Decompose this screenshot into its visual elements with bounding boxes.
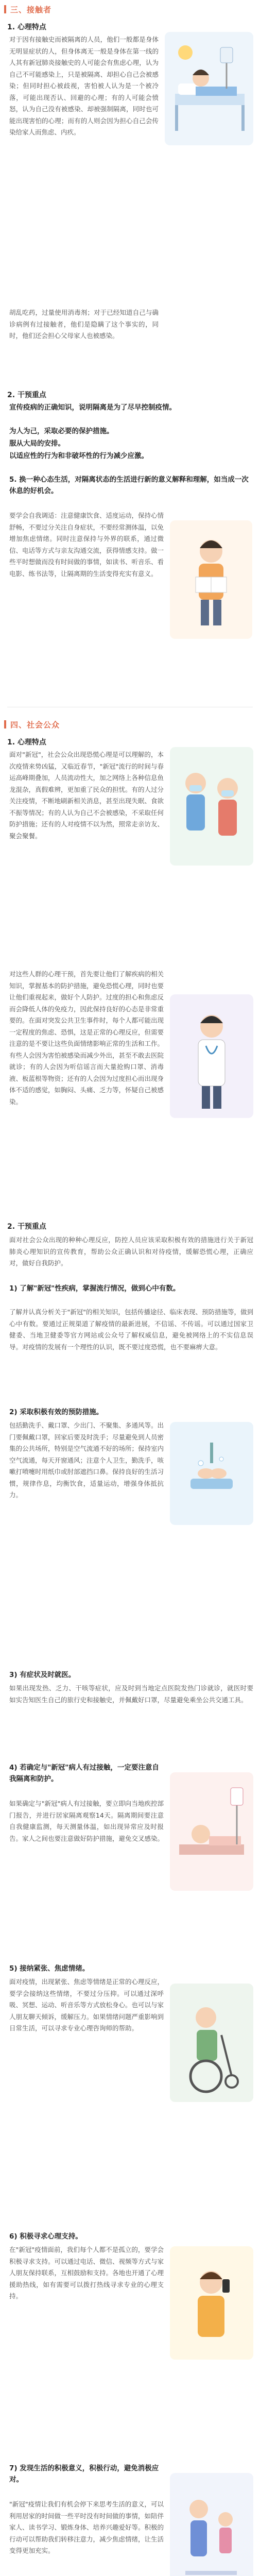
paragraph: 了解并认真分析关于"新冠"的相关知识，包括传播途径、临床表现、预防措施等，做到心中有数。要通过正规渠道了解疫情的最新进展，不信谣、不传谣。可以通过国家卫健委、当地卫健委等官方网站或公众号了解权威信息，避免被网络上的不实信息误导。对疫情的发展有一个理性的认识，既不要过度恐慌，也不要麻痹大意。 — [9, 1308, 254, 1351]
subsection-title: 2. 干预重点 — [7, 391, 46, 399]
patient-iv-illustration — [170, 1772, 253, 1891]
paragraph: 要学会自我调适：注意健康饮食、适度运动，保持心情舒畅，不要过分关注自身症状，不要经常测体温，以免增加焦虑情绪。同时注意保持与外界的联系，通过微信、电话等方式与亲友沟通交流，获得情感支持。做一些平时想做而没有时间做的事情，如读书、听音乐、看电影、练书法等，让隔离期的生活变得充实有意义。 — [9, 512, 164, 578]
paragraph: 面对社会公众出现的种种心理反应，防控人员应该采取积极有效的措施进行关于新冠肺炎心理知识的宣传教育，帮助公众正确认识和对待疫情，缓解恐慌心理，正确应对，做好自我防护。 — [9, 1236, 253, 1267]
list-item: 5. 换一种心态生活，对隔离状态的生活进行新的意义解释和理解，如当成一次休息的好机会。 — [9, 476, 249, 495]
hospital-bed-illustration — [165, 32, 253, 145]
list-item-title: 2) 采取积极有效的预防措施。 — [9, 1408, 103, 1416]
subsection-title: 1. 心理特点 — [7, 738, 46, 747]
section-title: 三、接触者 — [10, 5, 52, 14]
list-item: 宣传疫病的正确知识，说明隔离是为了尽早控制疫情。 — [9, 403, 176, 412]
paragraph: 面对"新冠"，社会公众出现恐慌心理是可以理解的，本次疫情来势凶猛，又临近春节，"新冠"流行的时间与春运高峰期叠加，人员流动性大，加之网络上各种信息鱼龙混杂，真假难辨，更加重了民众的担忧。有的人过分关注疫情，不断地刷新相关消息，甚至出现失眠、食欲不振等情况；有的人认为自己不会被感染，不采取任何防护措施；还有的人对疫情不以为然，照常走亲访友、聚会聚餐。 — [9, 751, 164, 840]
section-marker — [4, 720, 6, 728]
paragraph: 对这些人群的心理干预，首先要让他们了解疾病的相关知识，掌握基本的防护措施，避免恐慌心理，同时也要让他们重视起来，做好个人防护。过度的担心和焦虑反而会降低人体的免疫力，因此保持良好的心态是非常重要的。在面对突发公共卫生事件时，每个人都可能出现一定程度的焦虑、恐惧，这是正常的心理反应，但需要注意的是不要让这些负面情绪影响正常的生活和工作。有些人会因为害怕被感染而减少外出，甚至不敢去医院就诊；有的人会因为听信谣言而大量抢购口罩、消毒液、板蓝根等物资；还有的人会因为过度担心而出现身体不适的感觉，如胸闷、头痛、乏力等，怀疑自己被感染。 — [9, 970, 164, 1106]
list-item: 为人为己，采取必要的保护措施。 — [9, 427, 114, 435]
paragraph: 包括勤洗手、戴口罩、少出门、不聚集、多通风等。出门要佩戴口罩，回家后要及时洗手；尽量避免到人员密集的公共场所，特别是空气流通不好的场所；保持室内空气流通，每天开窗通风；注意个人卫生，勤洗手，咳嗽打喷嚏时用纸巾或肘部遮挡口鼻。保持良好的生活习惯，规律作息，均衡饮食，适量运动，增强身体抵抗力。 — [9, 1421, 164, 1499]
subsection-title: 2. 干预重点 — [7, 1223, 46, 1231]
list-item-title: 1) 了解"新冠"性疾病，掌握流行情况，做到心中有数。 — [9, 1284, 180, 1293]
list-item-title: 6) 积极寻求心理支持。 — [9, 2232, 82, 2241]
wheelchair-illustration — [170, 1984, 253, 2102]
person-reading-illustration — [170, 520, 252, 639]
section-title: 四、社会公众 — [10, 720, 60, 730]
paragraph: 如果出现发热、乏力、干咳等症状，应及时到当地定点医院发热门诊就诊，就医时要如实告知医生自己的旅行史和接触史，并佩戴好口罩，尽量避免乘坐公共交通工具。 — [9, 1684, 253, 1704]
list-item-title: 3) 有症状及时就医。 — [9, 1671, 76, 1679]
list-item-title: 5) 接纳紧张、焦虑情绪。 — [9, 1964, 90, 1973]
list-item-title: 4) 若确定与"新冠"病人有过接触，一定要注意自我隔离和防护。 — [9, 1764, 159, 1783]
paragraph: 对于因有接触史而被隔离的人员，他们一般都是身体无明显症状的人，但身体离无一般是身体在第一线的人其有新冠肺炎接触史的人可能会有焦虑心理，认为自己不可能感染上，只是被隔离、却担心自己会被感染；但同时担心被歧视，害怕被人认为是一个被冷落，可能出现否认、回避的心理；有的人可能会愤怒，认为自己没有被感染、却被强制隔离，同时也可能出现害怕的心理；而有的人则会因为担心自己会传染给家人而焦虑、内疚。 — [9, 36, 159, 136]
paragraph: 如果确定与"新冠"病人有过接触，要立即向当地疾控部门报告，并进行居家隔离观察14天。隔离期间要注意自我健康监测，每天测量体温，如出现异常应及时报告。家人之间也要注意做好防护措施，避免交叉感染。 — [9, 1800, 164, 1842]
list-item: 服从大局的安排。 — [9, 439, 65, 448]
section-header-contacts — [0, 2, 260, 16]
paragraph: 面对疫情，出现紧张、焦虑等情绪是正常的心理反应，要学会接纳这些情绪，不要过分压抑。可以通过深呼吸、冥想、运动、听音乐等方式放松身心。也可以与家人朋友聊天倾诉，缓解压力。如果情绪问题严重影响到日常生活，可以寻求专业心理咨询师的帮助。 — [9, 1978, 164, 2032]
section-marker — [4, 5, 6, 13]
paragraph: 在"新冠"疫情面前，我们每个人都不是孤立的，要学会积极寻求支持。可以通过电话、微信、视频等方式与家人朋友保持联系，互相鼓励和支持。各地也开通了心理援助热线，如有需要可以拨打热线寻求专业的心理支持。 — [9, 2246, 164, 2300]
doctor-illustration — [170, 994, 253, 1118]
phone-call-illustration — [170, 2246, 253, 2360]
crowd-masks-illustration — [170, 747, 253, 866]
list-item: 以适应性的行为和非破坏性的行为减少应激。 — [9, 452, 148, 460]
family-activity-illustration — [170, 2473, 253, 2576]
section-header-public — [0, 717, 260, 732]
list-item-title: 7) 发现生活的积极意义，积极行动，避免消极应对。 — [9, 2464, 159, 2484]
handwashing-illustration — [170, 1422, 253, 1525]
paragraph: 胡乱吃药，过量使用消毒剂；对于已经知道自己与确诊病例有过接触者，他们是隐瞒了这个事实的，同时，他们还会担心父母家人也被感染。 — [9, 309, 159, 340]
subsection-title: 1. 心理特点 — [7, 23, 46, 31]
paragraph: "新冠"疫情让我们有机会停下来思考生活的意义，可以利用居家的时间做一些平时没有时间做的事情，如陪伴家人、读书学习、锻炼身体、培养兴趣爱好等。积极的行动可以帮助我们转移注意力，减少焦虑情绪，让生活变得更加充实。 — [9, 2500, 164, 2554]
